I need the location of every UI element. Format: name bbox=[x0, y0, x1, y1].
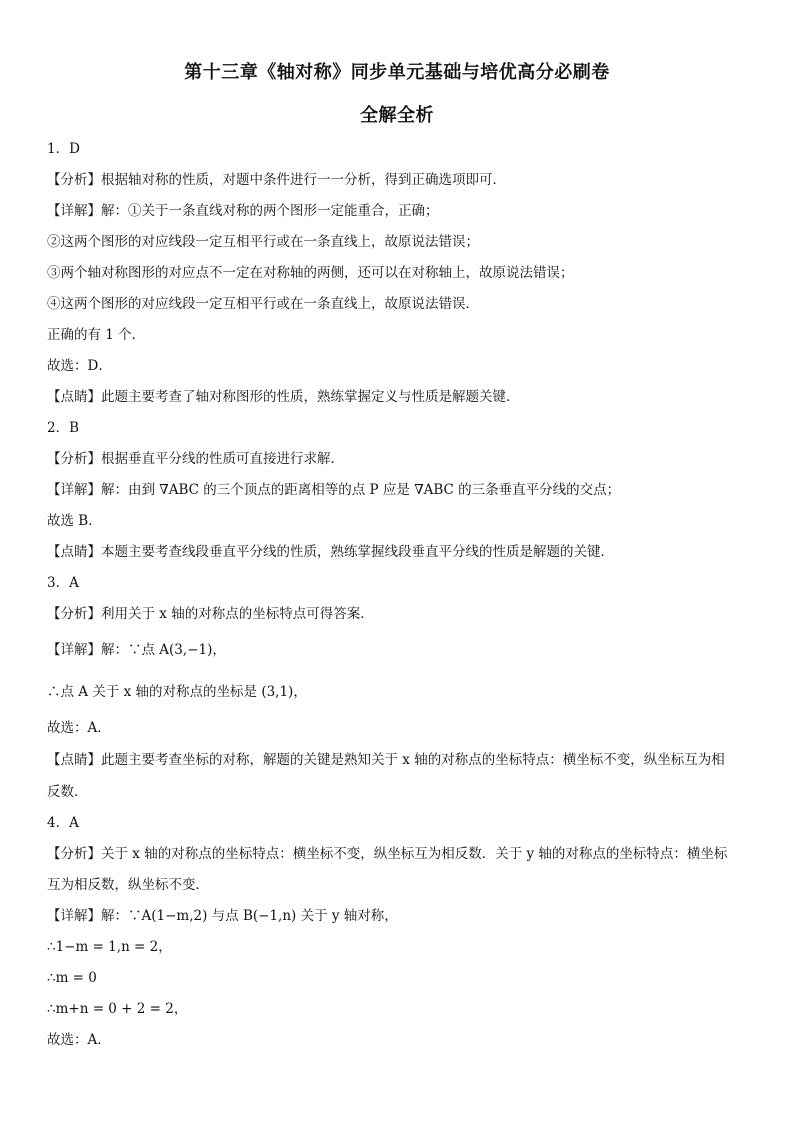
detail-line: ④这两个图形的对应线段一定互相平行或在一条直线上，故原说法错误． bbox=[47, 296, 479, 312]
answer-line: 1．D bbox=[47, 141, 80, 157]
detail-line: ∴点 A 关于 x 轴的对称点的坐标是 (3,1)， bbox=[47, 684, 307, 700]
analysis-line: 互为相反数，纵坐标不变． bbox=[47, 877, 209, 893]
analysis-line: 【分析】关于 x 轴的对称点的坐标特点：横坐标不变，纵坐标互为相反数．关于 y 轴的对称点的坐标特点：横坐标 bbox=[47, 846, 728, 862]
comment-line: 反数． bbox=[47, 784, 88, 800]
detail-line: 【详解】解：∵点 A(3,−1)， bbox=[47, 642, 226, 658]
analysis-line: 【分析】利用关于 x 轴的对称点的坐标特点可得答案． bbox=[47, 606, 374, 622]
analysis-line: 【分析】根据轴对称的性质，对题中条件进行一一分析，得到正确选项即可． bbox=[47, 172, 506, 188]
detail-line: ∴m+n = 0 + 2 = 2， bbox=[47, 1001, 188, 1017]
choice-line: 故选：A． bbox=[47, 1032, 111, 1048]
analysis-line: 【分析】根据垂直平分线的性质可直接进行求解． bbox=[47, 451, 344, 467]
detail-line: ∴1−m = 1,n = 2， bbox=[47, 939, 172, 955]
document-title: 第十三章《轴对称》同步单元基础与培优高分必刷卷 bbox=[184, 62, 610, 83]
detail-line: 【详解】解：由到 ∇ABC 的三个顶点的距离相等的点 P 应是 ∇ABC 的三条垂直平分线的交点； bbox=[47, 482, 621, 498]
detail-line: ③两个轴对称图形的对应点不一定在对称轴的两侧，还可以在对称轴上，故原说法错误； bbox=[47, 265, 574, 281]
document-subtitle: 全解全析 bbox=[360, 105, 434, 126]
detail-line: 【详解】解：∵A(1−m,2) 与点 B(−1,n) 关于 y 轴对称， bbox=[47, 908, 398, 924]
detail-line: ∴m = 0 bbox=[47, 970, 97, 986]
answer-line: 3．A bbox=[47, 575, 79, 591]
detail-line: 正确的有 1 个． bbox=[47, 327, 146, 343]
comment-line: 【点睛】本题主要考查线段垂直平分线的性质，熟练掌握线段垂直平分线的性质是解题的关键． bbox=[47, 544, 614, 560]
comment-line: 【点睛】此题主要考查坐标的对称，解题的关键是熟知关于 x 轴的对称点的坐标特点：横坐标不变，纵坐标互为相 bbox=[47, 752, 725, 768]
answer-line: 2．B bbox=[47, 420, 80, 436]
comment-line: 【点睛】此题主要考查了轴对称图形的性质，熟练掌握定义与性质是解题关键． bbox=[47, 389, 520, 405]
choice-line: 故选：D． bbox=[47, 358, 112, 374]
detail-line: ②这两个图形的对应线段一定互相平行或在一条直线上，故原说法错误； bbox=[47, 234, 479, 250]
answer-line: 4．A bbox=[47, 815, 79, 831]
detail-line: 【详解】解：①关于一条直线对称的两个图形一定能重合，正确； bbox=[47, 203, 439, 219]
choice-line: 故选 B． bbox=[47, 513, 102, 529]
choice-line: 故选：A． bbox=[47, 720, 111, 736]
